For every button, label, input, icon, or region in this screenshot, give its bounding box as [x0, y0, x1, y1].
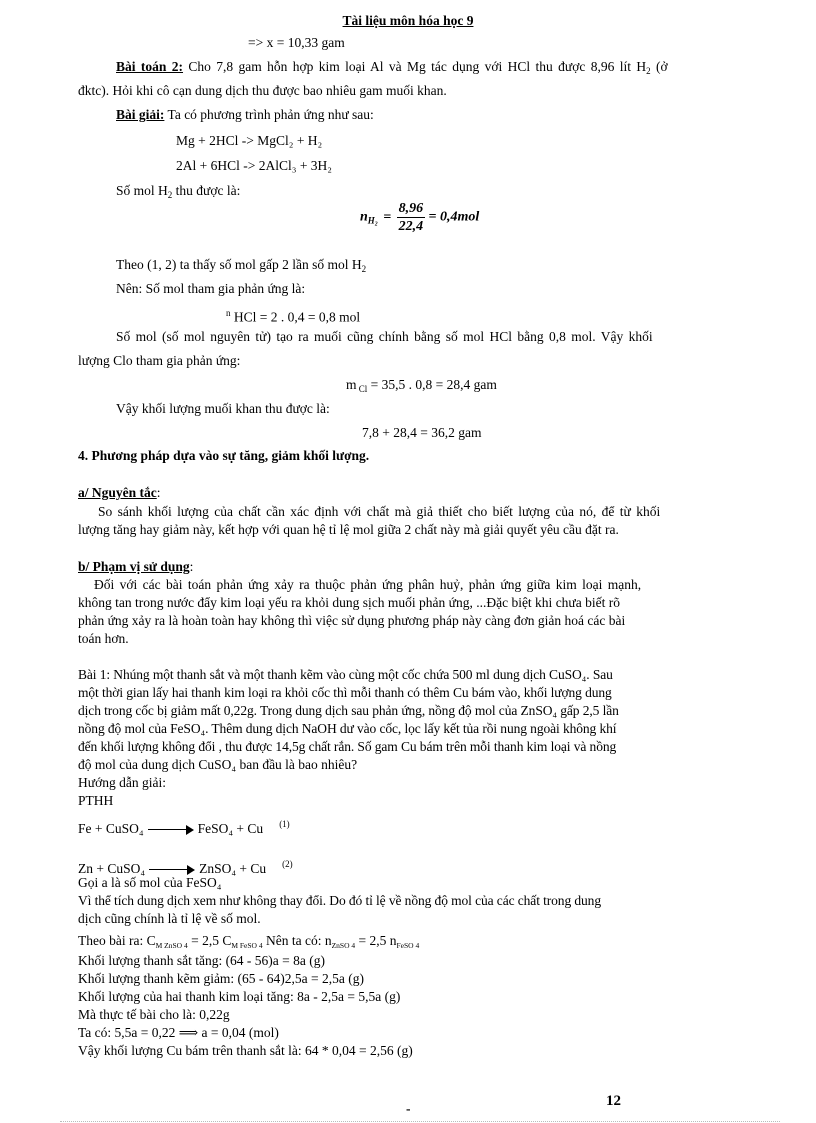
pthh-label: PTHH [78, 793, 114, 808]
section-b-p4: toán hơn. [78, 631, 129, 646]
section-4-heading: 4. Phương pháp dựa vào sự tăng, giảm khối lượng. [78, 448, 370, 463]
theo-line: Theo (1, 2) ta thấy số mol gấp 2 lần số mol $H_2$ [116, 257, 367, 274]
equation-mg: Mg + 2HCl -> MgCl₂ + H₂ [176, 133, 323, 148]
theo-sub-4: FeSO 4 [396, 941, 420, 950]
mass-iron-line: Khối lượng thanh sắt tăng: (64 - 56)a = 8a (g) [78, 953, 326, 968]
m-cl-rest: = 35,5 . 0,8 = 28,4 gam [367, 377, 497, 392]
theo-text-b: = 2,5 C [187, 933, 232, 948]
section-b-colon: : [189, 559, 194, 574]
formula-rhs: = 0,4mol [428, 209, 480, 225]
problem-2-line-1: Bài toán 2: Cho 7,8 gam hỗn hợp kim loại Al và Mg tác dụng với HCl thu được 8,96 lít $H_2$ (ở [116, 59, 668, 76]
theo-bai-ra-line [78, 932, 419, 950]
fraction-numerator: 8,96 [398, 201, 424, 216]
section-a-p1: So sánh khối lượng của chất cần xác định với chất mà giả thiết cho biết lượng của nó, để từ khối [98, 504, 661, 519]
mol-h2-text: Số mol H [116, 183, 168, 198]
bai1-line-3: dịch trong cốc bị giảm mất 0,22g. Trong dung dịch sau phản ứng, nồng độ mol của ZnSO₄ gấp 2,5 lần [78, 703, 619, 718]
m-cl-line [346, 376, 497, 394]
reaction-1-number: (1) [279, 819, 290, 829]
theo-text-c: Nên ta có: n [262, 933, 332, 948]
reaction-2-products: ZnSO₄ + Cu [199, 861, 267, 876]
bai1-line-2: một thời gian lấy hai thanh kim loại ra khỏi cốc thì mỗi thanh có thêm Cu bám vào, khối lượng dung [78, 685, 612, 700]
bai1-line-6: độ mol của dung dịch CuSO₄ ban đầu là bao nhiêu? [78, 757, 358, 772]
footer-rule [60, 1121, 780, 1122]
fraction [397, 200, 426, 235]
ta-co-result: a = 0,04 (mol) [198, 1025, 279, 1040]
reaction-2-reactants: Zn + CuSO₄ [78, 861, 146, 876]
final-answer-line: Vậy khối lượng Cu bám trên thanh sắt là: 64 * 0,04 = 2,56 (g) [78, 1043, 413, 1058]
mol-h2-text-end: thu được là: [172, 183, 241, 198]
theo-sub-3: ZnSO 4 [331, 941, 356, 950]
arrow-right-icon [148, 825, 194, 835]
vi-line-2: dịch cũng chính là tỉ lệ về số mol. [78, 911, 261, 926]
page-title: Tài liệu môn hóa học 9 [342, 13, 474, 28]
footer-dash: - [406, 1101, 411, 1116]
theo-text-d: = 2,5 n [355, 933, 397, 948]
theo-text: Theo (1, 2) ta thấy số mol gấp 2 lần số mol H [116, 257, 362, 272]
actual-line: Mà thực tế bài cho là: 0,22g [78, 1007, 230, 1022]
bai1-line-5: đến khối lượng không đổi , thu được 14,5g chất rắn. Số gam Cu bám trên mỗi thanh kim loại và nồng [78, 739, 617, 754]
solution-text: Ta có phương trình phản ứng như sau: [164, 107, 374, 122]
goi-line: Gọi a là số mol của FeSO₄ [78, 875, 222, 890]
theo-sub-1: M ZnSO 4 [155, 941, 188, 950]
equation-al: 2Al + 6HCl -> 2AlCl₃ + 3H₂ [176, 158, 333, 173]
solution-line [116, 106, 374, 124]
formula-lhs-sub: H₂ [367, 215, 378, 226]
problem-2-line-2: đktc). Hỏi khi cô cạn dung dịch thu được bao nhiêu gam muối khan. [78, 83, 447, 98]
fraction-denominator: 22,4 [398, 219, 424, 234]
bai1-line-1: Bài 1: Nhúng một thanh sắt và một thanh kẽm vào cùng một cốc chứa 500 ml dung dịch CuSO₄. Sau [78, 667, 613, 682]
mass-total-line: Khối lượng của hai thanh kim loại tăng: 8a - 2,5a = 5,5a (g) [78, 989, 401, 1004]
bai1-line-4: nồng độ mol của FeSO₄. Thêm dung dịch NaOH dư vào cốc, lọc lấy kết tủa rồi nung ngoài không khí [78, 721, 617, 736]
problem-2-text-end: (ở [650, 59, 668, 74]
theo-text-a: Theo bài ra: C [78, 933, 156, 948]
nen-line: Nên: Số mol tham gia phản ứng là: [116, 281, 306, 296]
section-b-heading [78, 558, 193, 576]
page-number: 12 [606, 1093, 621, 1109]
mol-h2-line: Số mol $H_2$ thu được là: [116, 183, 241, 200]
ta-co-text: Ta có: 5,5a = 0,22 [78, 1025, 179, 1040]
sum-line: 7,8 + 28,4 = 36,2 gam [362, 425, 482, 440]
section-a-title: a/ Nguyên tắc [78, 485, 157, 500]
ta-co-line [78, 1024, 279, 1042]
formula-lhs: n [360, 209, 368, 225]
section-a-p2: lượng tăng hay giảm này, kết hợp với quan hệ tỉ lệ mol giữa 2 chất này mà giải quyết yêu cầu đặt ra. [78, 522, 619, 537]
vay-line: Vậy khối lượng muối khan thu được là: [116, 401, 330, 416]
theo-sub-2: M FeSO 4 [231, 941, 263, 950]
section-a-heading [78, 484, 161, 502]
h2-mol-formula: $n_{H_2}$ = $\frac{8,96}{22,4}$ = 0,4mol [360, 201, 480, 234]
section-b-title: b/ Phạm vị sử dụng [78, 559, 190, 574]
m-cl-sub: Cl [356, 384, 368, 394]
section-b-p1: Đối với các bài toán phản ứng xảy ra thuộc phản ứng phân huỷ, phản ứng giữa kim loại mạnh, [94, 577, 642, 592]
reaction-1-reactants: Fe + CuSO₄ [78, 821, 144, 836]
somol-line-2: lượng Clo tham gia phản ứng: [78, 353, 241, 368]
problem-2-label: Bài toán 2: [116, 59, 184, 74]
section-b-p3: phản ứng xảy ra là hoàn toàn hay không thì việc sử dụng phương pháp này càng đơn giản hoá các bài [78, 613, 626, 628]
m-cl-m: m [346, 377, 357, 392]
n-hcl-line [226, 304, 360, 327]
vi-line-1: Vì thể tích dung dịch xem như không thay đổi. Do đó tỉ lệ về nồng độ mol của các chất trong dung [78, 893, 601, 908]
section-a-colon: : [156, 485, 161, 500]
n-hcl-text: HCl = 2 . 0,4 = 0,8 mol [230, 309, 361, 325]
solution-label: Bài giải: [116, 107, 165, 122]
n-hcl-prefix: n [226, 308, 231, 318]
mass-zinc-line: Khối lượng thanh kẽm giảm: (65 - 64)2,5a = 2,5a (g) [78, 971, 365, 986]
problem-2-text: Cho 7,8 gam hỗn hợp kim loại Al và Mg tác dụng với HCl thu được 8,96 lít H [183, 59, 647, 74]
reaction-1-products: FeSO₄ + Cu [197, 821, 264, 836]
reaction-2-number: (2) [282, 859, 293, 869]
implies-arrow-icon: ⟹ [178, 1025, 199, 1040]
x-result: => x = 10,33 gam [248, 35, 345, 50]
section-b-p2: không tan trong nước đẩy kim loại yếu ra khỏi dung sịch muối phản ứng, ...Đặc biệt khi chưa biết rõ [78, 595, 620, 610]
somol-line-1: Số mol (số mol nguyên tử) tạo ra muối cũng chính bằng số mol HCl bằng 0,8 mol. Vậy khối [116, 329, 653, 344]
reaction-1 [78, 815, 290, 838]
guide-label: Hướng dẫn giải: [78, 775, 166, 790]
